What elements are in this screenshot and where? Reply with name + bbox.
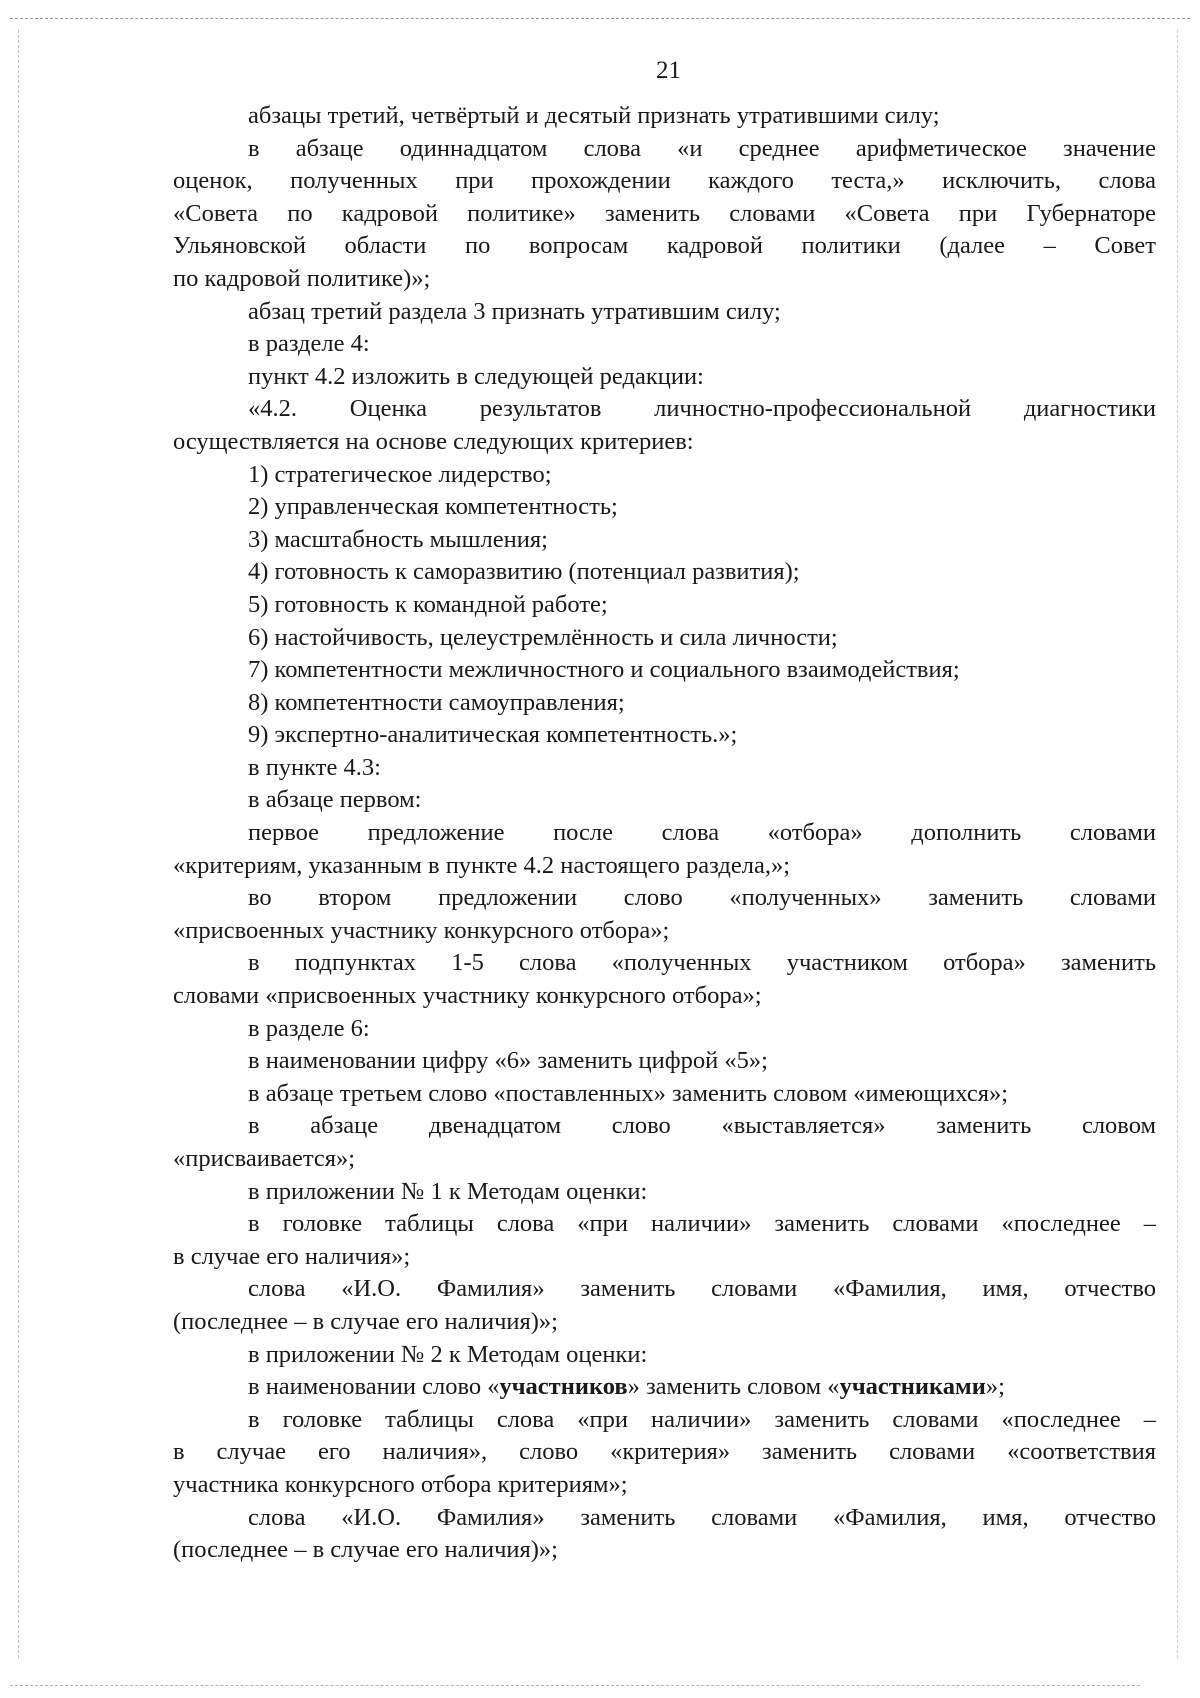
text-line: слова «И.О. Фамилия» заменить словами «Фамилия, имя, отчество xyxy=(248,1275,1156,1303)
text-line: (последнее – в случае его наличия)»; xyxy=(173,1307,558,1335)
text-line: в случае его наличия»; xyxy=(173,1242,411,1270)
text-line: абзац третий раздела 3 признать утратившим силу; xyxy=(248,297,781,325)
text-line: «4.2. Оценка результатов личностно-профессиональной диагностики xyxy=(248,395,1156,423)
bold-text: участников xyxy=(499,1373,628,1401)
list-item: 6) настойчивость, целеустремлённость и сила личности; xyxy=(248,623,838,651)
text-line: слова «И.О. Фамилия» заменить словами «Фамилия, имя, отчество xyxy=(248,1503,1156,1531)
text-line: пункт 4.2 изложить в следующей редакции: xyxy=(248,362,704,390)
scan-border-top xyxy=(10,18,1190,19)
text-line: в головке таблицы слова «при наличии» заменить словами «последнее – xyxy=(248,1210,1156,1238)
scan-border-left xyxy=(18,30,19,1658)
list-item: 2) управленческая компетентность; xyxy=(248,493,618,521)
text-line xyxy=(173,1371,1156,1404)
text-line: участника конкурсного отбора критериям»; xyxy=(173,1470,628,1498)
text-line: в приложении № 1 к Методам оценки: xyxy=(248,1177,648,1205)
text-line: осуществляется на основе следующих критериев: xyxy=(173,427,694,455)
list-item: 7) компетентности межличностного и социального взаимодействия; xyxy=(248,656,960,684)
list-item: 5) готовность к командной работе; xyxy=(248,590,608,618)
page-number: 21 xyxy=(656,57,681,84)
list-item: 8) компетентности самоуправления; xyxy=(248,688,625,716)
text-line: в головке таблицы слова «при наличии» заменить словами «последнее – xyxy=(248,1405,1156,1433)
bold-text: участниками xyxy=(839,1373,986,1401)
text-line: в абзаце двенадцатом слово «выставляется» заменить словом xyxy=(248,1112,1156,1140)
text-line: оценок, полученных при прохождении каждого теста,» исключить, слова xyxy=(173,167,1156,195)
text-line: во втором предложении слово «полученных» заменить словами xyxy=(248,884,1156,912)
text-line: в приложении № 2 к Методам оценки: xyxy=(248,1340,648,1368)
text-segment: »; xyxy=(985,1373,1005,1401)
document-body xyxy=(173,100,1156,1567)
text-line: «Совета по кадровой политике» заменить словами «Совета при Губернаторе xyxy=(173,199,1156,227)
list-item: 4) готовность к саморазвитию (потенциал развития); xyxy=(248,558,800,586)
text-segment: в наименовании слово « xyxy=(248,1373,500,1401)
text-line: (последнее – в случае его наличия)»; xyxy=(173,1536,558,1564)
text-line: в разделе 4: xyxy=(248,330,370,358)
scan-border-bottom xyxy=(10,1685,1140,1686)
text-line: в абзаце третьем слово «поставленных» заменить словом «имеющихся»; xyxy=(248,1079,1009,1107)
text-line: «критериям, указанным в пункте 4.2 настоящего раздела,»; xyxy=(173,851,791,879)
text-line: словами «присвоенных участнику конкурсного отбора»; xyxy=(173,982,762,1010)
text-line: первое предложение после слова «отбора» дополнить словами xyxy=(248,819,1156,847)
text-line: в наименовании цифру «6» заменить цифрой «5»; xyxy=(248,1047,768,1075)
text-line: в абзаце первом: xyxy=(248,786,422,814)
text-line: в случае его наличия», слово «критерия» заменить словами «соответствия xyxy=(173,1438,1156,1466)
list-item: 3) масштабность мышления; xyxy=(248,525,548,553)
text-line: в подпунктах 1-5 слова «полученных участником отбора» заменить xyxy=(248,949,1156,977)
text-line: в пункте 4.3: xyxy=(248,753,381,781)
text-line: по кадровой политике)»; xyxy=(173,264,431,292)
text-line: «присваивается»; xyxy=(173,1145,356,1172)
list-item: 9) экспертно-аналитическая компетентность.»; xyxy=(248,721,738,749)
text-segment: » заменить словом « xyxy=(627,1373,840,1401)
text-line: в разделе 6: xyxy=(248,1014,370,1042)
text-line: в абзаце одиннадцатом слова «и среднее арифметическое значение xyxy=(248,134,1156,162)
scan-border-right xyxy=(1177,30,1178,1658)
text-line: «присвоенных участнику конкурсного отбора»; xyxy=(173,916,670,944)
text-line: абзацы третий, четвёртый и десятый признать утратившими силу; xyxy=(248,102,940,129)
text-line: Ульяновской области по вопросам кадровой политики (далее – Совет xyxy=(173,232,1156,260)
list-item: 1) стратегическое лидерство; xyxy=(248,460,552,488)
